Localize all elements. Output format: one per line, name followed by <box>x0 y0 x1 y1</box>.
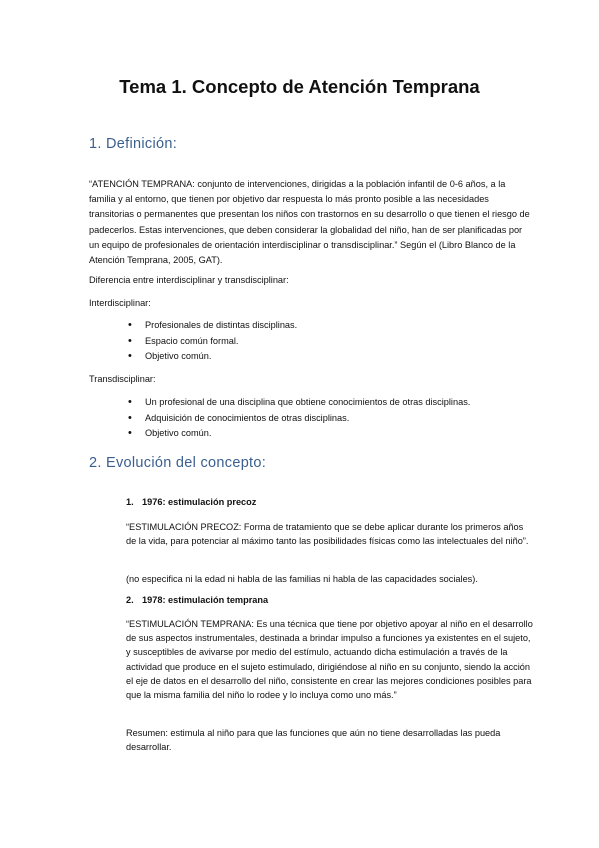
transdisciplinar-list <box>128 395 538 442</box>
page-title: Tema 1. Concepto de Atención Temprana <box>119 76 480 97</box>
bullet-icon: • <box>128 319 132 331</box>
item-number: 2. <box>126 595 134 605</box>
list-item: • Objetivo común. <box>128 426 538 442</box>
resumen-paragraph: Resumen: estimula al niño para que las funciones que aún no tiene desarrolladas las pueda desarrollar. <box>126 728 501 753</box>
transdisciplinar-label: Transdisciplinar: <box>89 374 156 384</box>
estimulacion-precoz-note: (no especifica ni la edad ni habla de las familias ni habla de las capacidades sociales). <box>126 574 478 584</box>
list-item: • Espacio común formal. <box>128 334 538 350</box>
bullet-icon: • <box>128 427 132 439</box>
list-item: • Profesionales de distintas disciplinas. <box>128 318 538 334</box>
interdisciplinar-list <box>128 318 538 365</box>
estimulacion-precoz-quote: “ESTIMULACIÓN PRECOZ: Forma de tratamiento que se debe aplicar durante los primeros años de la vida, para potenciar al máximo tanto las posibilidades físicas como las intelectuales del niño”. <box>126 522 529 547</box>
interdisciplinar-label: Interdisciplinar: <box>89 298 151 308</box>
list-item: • Objetivo común. <box>128 349 538 365</box>
bullet-icon: • <box>128 334 132 347</box>
definition-paragraph: “ATENCIÓN TEMPRANA: conjunto de intervenciones, dirigidas a la población infantil de 0-6 años, a la familia y al entorno, que tienen por objetivo dar respuesta lo más pronto posible a las necesidades transitorias o permanentes que presentan los niños con trastornos en su desarrollo o que tienen el riesgo de padecerlos. Estas intervenciones, que deben considerar la globalidad del niño, han de ser planificadas por un equipo de profesionales de orientación interdisciplinar o transdisciplinar.” Según el (Libro Blanco de la Atención Temprana, 2005, GAT). <box>89 179 530 266</box>
list-item: • Adquisición de conocimientos de otras disciplinas. <box>128 411 538 427</box>
item-title: 1978: estimulación temprana <box>142 595 269 605</box>
estimulacion-temprana-quote: “ESTIMULACIÓN TEMPRANA: Es una técnica que tiene por objetivo apoyar al niño en el desarrollo de sus aspectos instrumentales, destinada a brindar impulso a funciones ya existentes en el sujeto, y susceptibles de avivarse por medio del estímulo, actuando dicha estimulación a través de la actividad que produce en el sujeto estimulado, dirigiéndose al niño en su conjunto, siendo la acción el eje de datos en el desarrollo del niño, consistente en crear las mejores condiciones posibles para que la misma familia del niño lo rodee y lo incluya como uno más.” <box>126 619 533 701</box>
item-number: 1. <box>126 497 134 507</box>
bullet-icon: • <box>128 350 132 362</box>
difference-line: Diferencia entre interdisciplinar y transdisciplinar: <box>89 275 289 285</box>
bullet-icon: • <box>128 396 132 408</box>
evolution-item-1-heading <box>126 497 256 507</box>
section-heading-definicion: 1. Definición: <box>89 136 178 152</box>
evolution-item-2-heading <box>126 595 268 605</box>
section-heading-evolucion: 2. Evolución del concepto: <box>89 455 267 471</box>
bullet-icon: • <box>128 411 132 424</box>
item-title: 1976: estimulación precoz <box>142 497 257 507</box>
list-item: • Un profesional de una disciplina que obtiene conocimientos de otras disciplinas. <box>128 395 538 411</box>
